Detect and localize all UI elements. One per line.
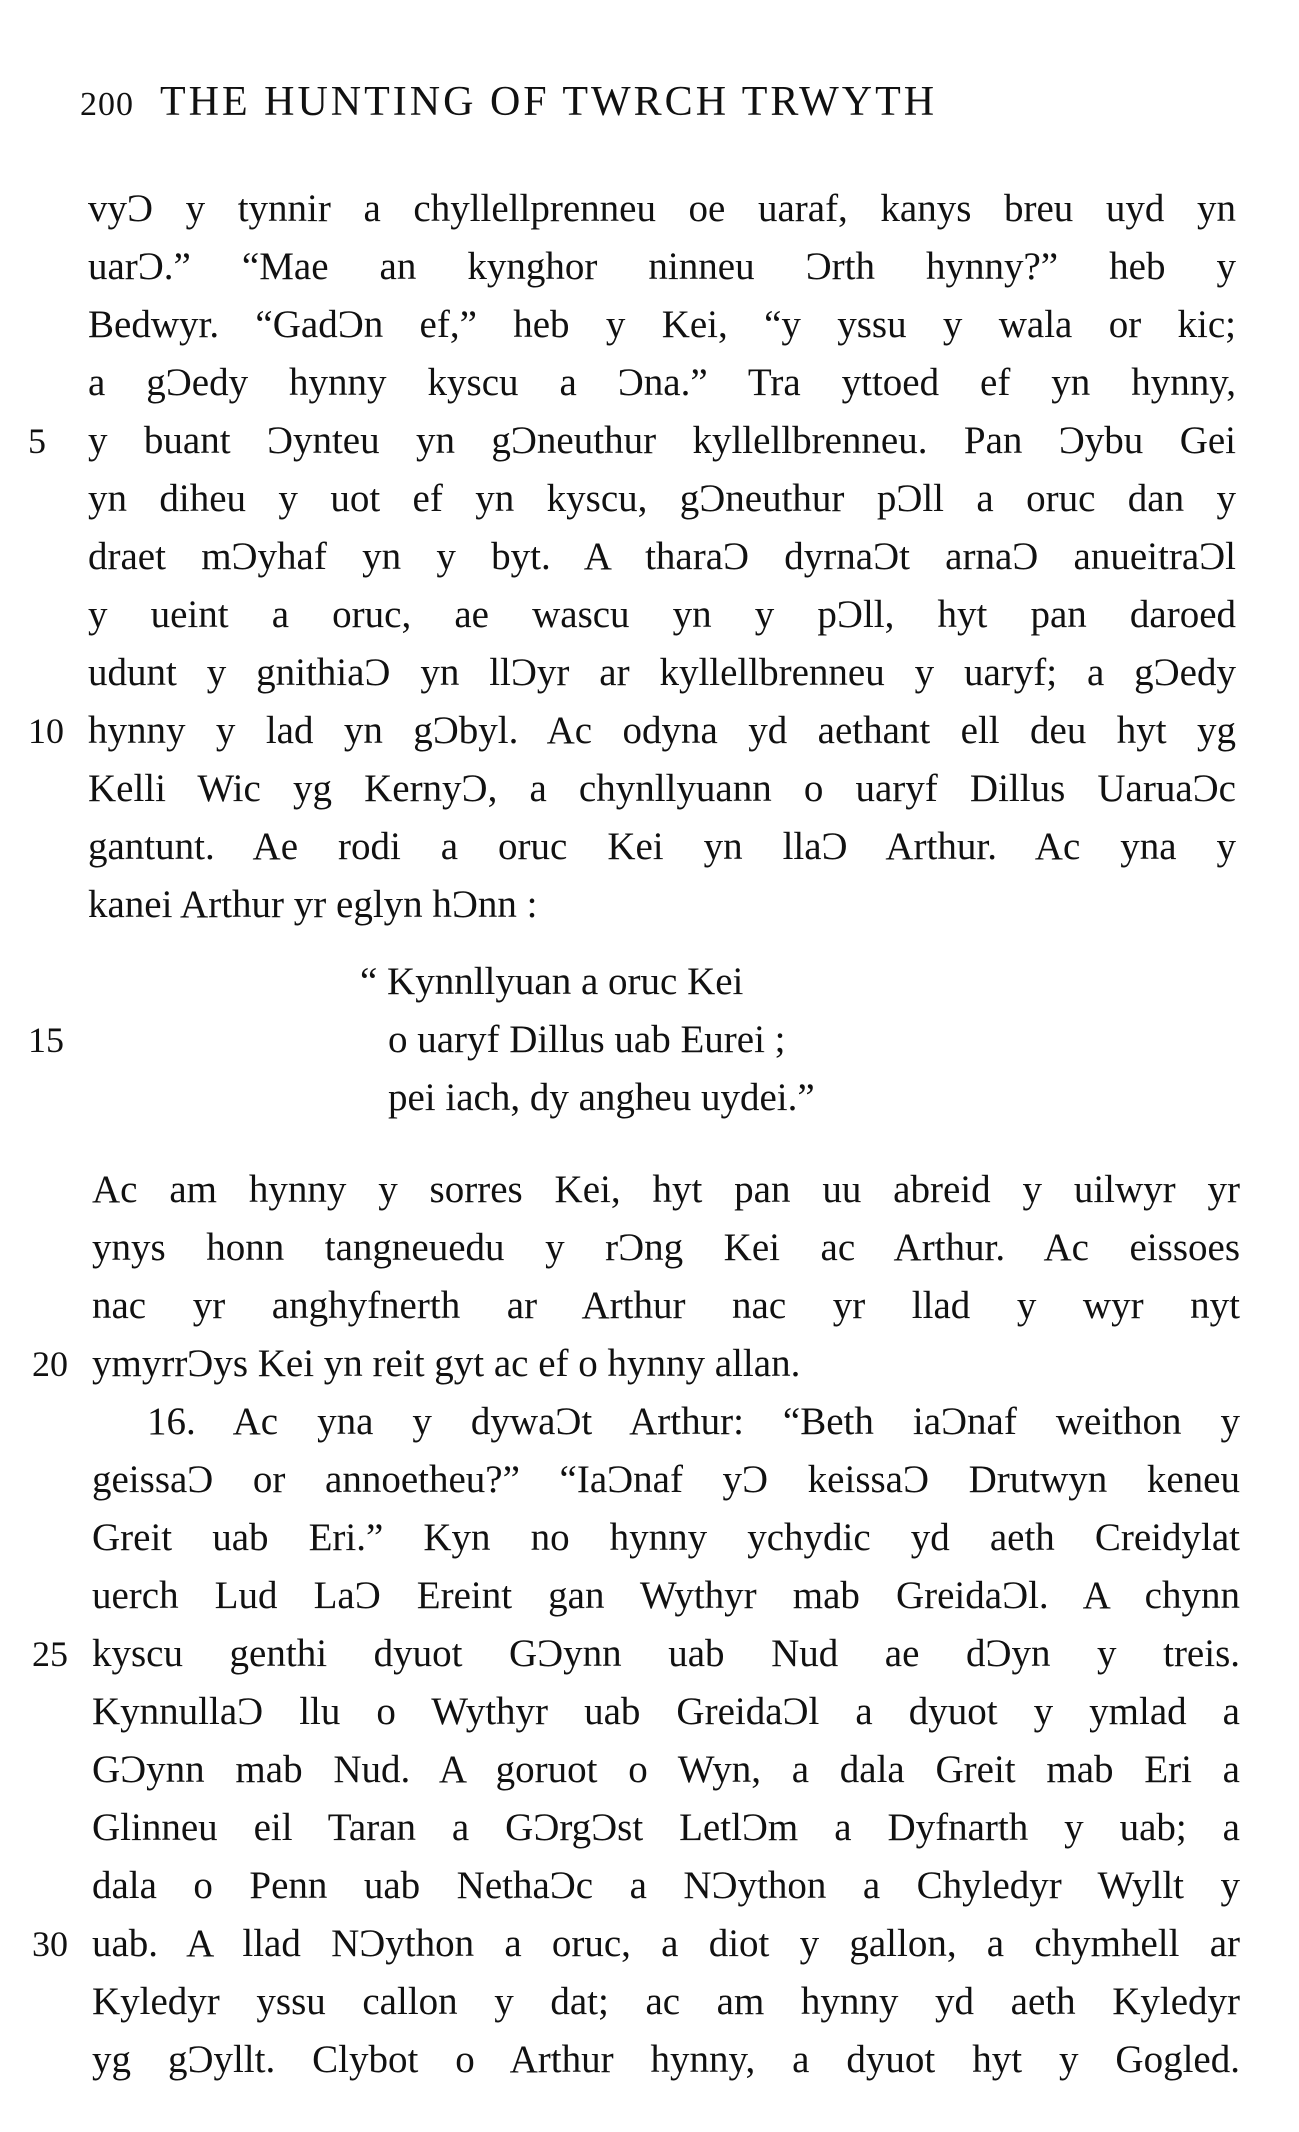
text-line: y ueint a oruc, ae wascu yn y pƆll, hyt pan daroed [88,593,1236,636]
text-line: yg gƆyllt. Clybot o Arthur hynny, a dyuot hyt y Gogled. [92,2038,1240,2081]
text-line: a gƆedy hynny kyscu a Ɔna.” Tra yttoed ef yn hynny, [88,361,1236,404]
text-line-10 [28,702,1236,760]
paragraph-1 [28,180,1236,934]
verse-line-15 [28,1011,815,1069]
verse-line-content: o uaryf Dillus uab Eurei ; [388,1018,786,1061]
text-line: draet mƆyhaf yn y byt. A tharaƆ dyrnaƆt arnaƆ anueitraƆl [88,535,1236,578]
line-number: 10 [28,711,64,751]
text-line: udunt y gnithiaƆ yn llƆyr ar kyllellbrenneu y uaryf; a gƆedy [88,651,1236,694]
line-number: 5 [28,421,46,461]
text-line: uarƆ.” “Mae an kynghor ninneu Ɔrth hynny?” heb y [88,245,1236,288]
text-line-content: hynny y lad yn gƆbyl. Ac odyna yd aethant ell deu hyt yg [88,709,1236,752]
text-line: 16. Ac yna y dywaƆt Arthur: “Beth iaƆnaf weithon y [147,1400,1240,1443]
text-line: GƆynn mab Nud. A goruot o Wyn, a dala Greit mab Eri a [92,1748,1240,1791]
running-title: THE HUNTING OF TWRCH TRWYTH [160,79,938,125]
text-line: geissaƆ or annoetheu?” “IaƆnaf yƆ keissaƆ Drutwyn keneu [92,1458,1240,1501]
text-line: nac yr anghyfnerth ar Arthur nac yr llad y wyr nyt [92,1284,1240,1327]
text-line-30 [32,1915,1240,1973]
text-line-20 [32,1335,1240,1393]
line-number: 30 [32,1924,68,1964]
text-line: vyƆ y tynnir a chyllellprenneu oe uaraf, kanys breu uyd yn [88,187,1236,230]
paragraph-3 [32,1393,1240,2089]
text-line-content: ymyrrƆys Kei yn reit gyt ac ef o hynny allan. [92,1342,801,1385]
text-line: Greit uab Eri.” Kyn no hynny ychydic yd aeth Creidylat [92,1516,1240,1559]
text-line: kanei Arthur yr eglyn hƆnn : [88,883,538,926]
line-number: 25 [32,1634,68,1674]
text-line: Glinneu eil Taran a GƆrgƆst LetlƆm a Dyfnarth y uab; a [92,1806,1240,1849]
text-line: dala o Penn uab NethaƆc a NƆython a Chyledyr Wyllt y [92,1864,1240,1907]
text-line: ynys honn tangneuedu y rƆng Kei ac Arthur. Ac eissoes [92,1226,1240,1269]
text-line-content: y buant Ɔynteu yn gƆneuthur kyllellbrenneu. Pan Ɔybu Gei [88,419,1236,462]
line-number: 20 [32,1344,68,1384]
text-line: Kyledyr yssu callon y dat; ac am hynny yd aeth Kyledyr [92,1980,1240,2023]
lower-text [32,1161,1240,2089]
verse-line: “ Kynnllyuan a oruc Kei [360,960,744,1003]
verse-line: pei iach, dy angheu uydei.” [388,1076,815,1119]
text-line: uerch Lud LaƆ Ereint gan Wythyr mab GreidaƆl. A chynn [92,1574,1240,1617]
text-line: Kelli Wic yg KernyƆ, a chynllyuann o uaryf Dillus UaruaƆc [88,767,1236,810]
text-line: Bedwyr. “GadƆn ef,” heb y Kei, “y yssu y wala or kic; [88,303,1236,346]
paragraph-2 [32,1161,1240,1393]
text-line: yn diheu y uot ef yn kyscu, gƆneuthur pƆll a oruc dan y [88,477,1236,520]
verse-stanza [28,953,815,1127]
page-header [80,78,937,126]
text-line: KynnullaƆ llu o Wythyr uab GreidaƆl a dyuot y ymlad a [92,1690,1240,1733]
text-line-content: uab. A llad NƆython a oruc, a diot y gallon, a chymhell ar [92,1922,1240,1965]
text-line: Ac am hynny y sorres Kei, hyt pan uu abreid y uilwyr yr [92,1168,1240,1211]
text-line-5 [28,412,1236,470]
page-number: 200 [80,86,134,123]
line-number: 15 [28,1020,64,1060]
text-line-content: kyscu genthi dyuot GƆynn uab Nud ae dƆyn y treis. [92,1632,1240,1675]
text-line: gantunt. Ae rodi a oruc Kei yn llaƆ Arthur. Ac yna y [88,825,1236,868]
text-line-25 [32,1625,1240,1683]
